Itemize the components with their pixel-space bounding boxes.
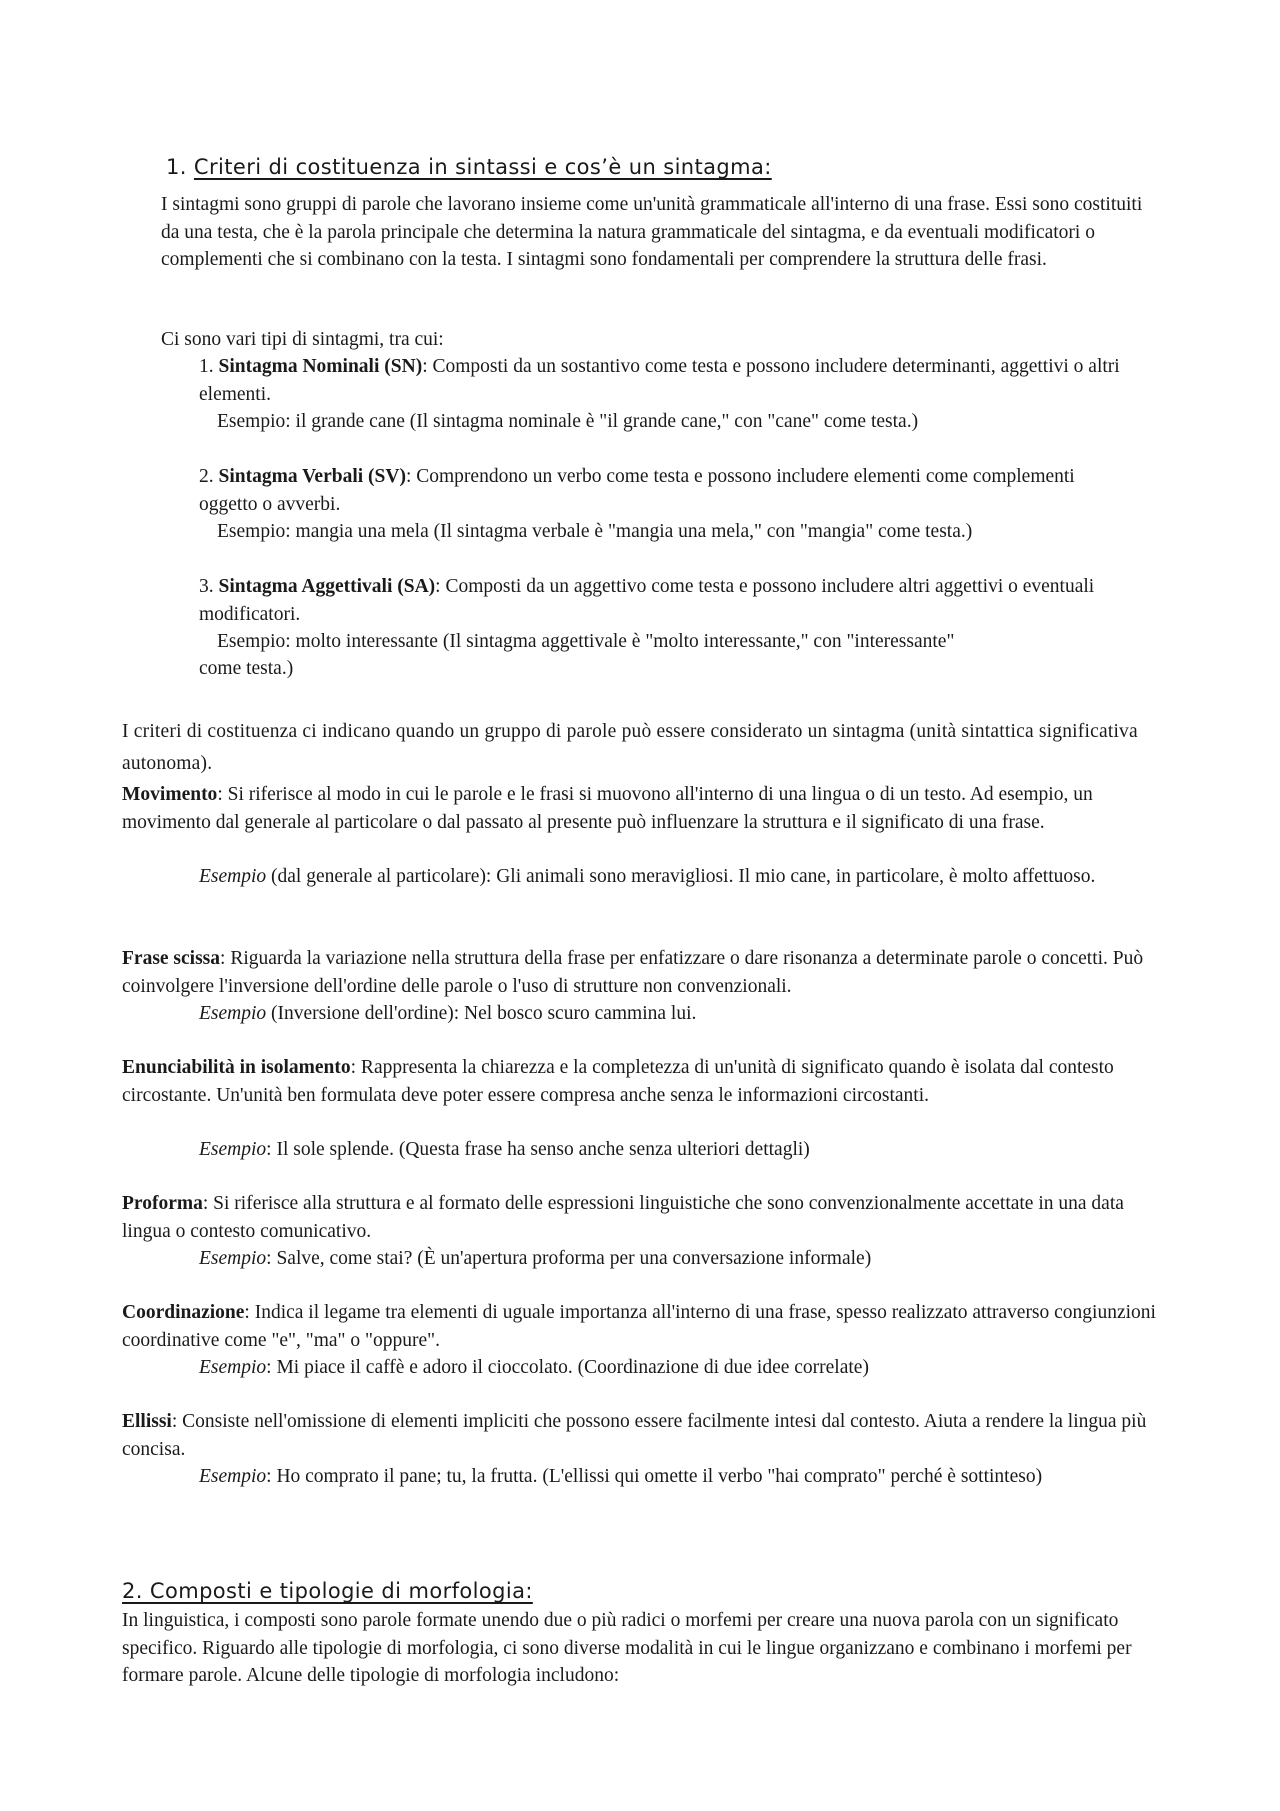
type-sv-example: Esempio: mangia una mela (Il sintagma verbale è "mangia una mela," con "mangia" come testa.) — [217, 521, 973, 542]
criterion-ellissi-desc: : Consiste nell'omissione di elementi impliciti che possono essere facilmente intesi dal contesto. Aiuta a rendere la lingua più concisa. — [122, 1411, 1147, 1460]
criterion-enunciabilita-example — [199, 1136, 1159, 1164]
criterion-proforma — [122, 1190, 1177, 1245]
example-text: : Il sole splende. (Questa frase ha senso anche senza ulteriori dettagli) — [266, 1139, 810, 1160]
type-sv — [199, 463, 1129, 518]
criterion-ellissi-name: Ellissi — [122, 1411, 172, 1432]
criterion-enunciabilita — [122, 1054, 1177, 1109]
type-sn — [199, 353, 1129, 408]
composti-definition: In linguistica, i composti sono parole formate unendo due o più radici o morfemi per creare una nuova parola con un significato specifico. Riguardo alle tipologie di morfologia, ci sono diverse modalità in cui le lingue organizzano e combinano i morfemi per formare parole. Alcune delle tipologie di morfologia includono: — [122, 1610, 1132, 1686]
section-2-title: 2. Composti e tipologie di morfologia: — [122, 1579, 533, 1603]
criterion-coordinazione-name: Coordinazione — [122, 1302, 245, 1323]
example-label: Esempio — [199, 1003, 267, 1024]
criterion-movimento-desc: : Si riferisce al modo in cui le parole e le frasi si muovono all'interno di una lingua o di un testo. Ad esempio, un movimento dal generale al particolare o dal passato al presente può influenzare la struttura e il significato di una frase. — [122, 784, 1093, 833]
type-sv-desc: : Comprendono un verbo come testa e possono includere elementi come complementi oggetto o avverbi. — [199, 466, 1075, 515]
criterion-coordinazione-desc: : Indica il legame tra elementi di uguale importanza all'interno di una frase, spesso realizzato attraverso congiunzioni coordinative come "e", "ma" o "oppure". — [122, 1302, 1156, 1351]
type-sa — [199, 573, 1129, 628]
criterion-ellissi — [122, 1408, 1177, 1463]
type-sn-name: Sintagma Nominali (SN) — [218, 356, 423, 377]
type-sn-number: 1. — [199, 356, 214, 377]
example-text: (Inversione dell'ordine): Nel bosco scuro cammina lui. — [266, 1003, 697, 1024]
example-text: : Ho comprato il pane; tu, la frutta. (L'ellissi qui omette il verbo "hai comprato" perché è sottinteso) — [266, 1466, 1043, 1487]
type-sa-example-cont: come testa.) — [199, 658, 294, 679]
criterion-movimento-example — [199, 863, 1159, 891]
criterion-proforma-desc: : Si riferisce alla struttura e al formato delle espressioni linguistiche che sono convenzionalmente accettate in una data lingua o contesto comunicativo. — [122, 1193, 1124, 1242]
criteria-intro: I criteri di costituenza ci indicano quando un gruppo di parole può essere considerato un sintagma (unità sintattica significativa autonoma). — [122, 721, 1138, 774]
types-intro: Ci sono vari tipi di sintagmi, tra cui: — [161, 329, 444, 350]
criterion-coordinazione-example — [199, 1354, 1159, 1382]
criterion-ellissi-example — [199, 1463, 1159, 1491]
example-text: (dal generale al particolare): Gli animali sono meravigliosi. Il mio cane, in particolare, è molto affettuoso. — [266, 866, 1096, 887]
criterion-coordinazione — [122, 1299, 1177, 1354]
type-sn-example: Esempio: il grande cane (Il sintagma nominale è "il grande cane," con "cane" come testa.) — [217, 411, 919, 432]
section-1-title: Criteri di costituenza in sintassi e cos’è un sintagma: — [193, 155, 772, 179]
criterion-enunciabilita-desc: : Rappresenta la chiarezza e la completezza di un'unità di significato quando è isolata dal contesto circostante. Un'unità ben formulata deve poter essere compresa anche senza le informazioni circostanti. — [122, 1057, 1114, 1106]
example-text: : Salve, come stai? (È un'apertura proforma per una conversazione informale) — [266, 1248, 872, 1269]
criterion-proforma-example — [199, 1245, 1159, 1273]
criterion-frase-scissa-desc: : Riguarda la variazione nella struttura della frase per enfatizzare o dare risonanza a determinate parole o concetti. Può coinvolgere l'inversione dell'ordine delle parole o l'uso di strutture non convenzionali. — [122, 948, 1144, 997]
type-sv-name: Sintagma Verbali (SV) — [218, 466, 406, 487]
criterion-enunciabilita-name: Enunciabilità in isolamento — [122, 1057, 351, 1078]
section-1-number: 1. — [166, 155, 187, 179]
type-sn-desc: : Composti da un sostantivo come testa e possono includere determinanti, aggettivi o altri elementi. — [199, 356, 1120, 405]
section-2-heading — [122, 1578, 533, 1606]
criterion-movimento — [122, 781, 1177, 836]
type-sv-number: 2. — [199, 466, 214, 487]
example-label: Esempio — [199, 1139, 267, 1160]
criterion-proforma-name: Proforma — [122, 1193, 203, 1214]
example-label: Esempio — [199, 1357, 267, 1378]
criterion-frase-scissa — [122, 945, 1177, 1000]
type-sa-example: Esempio: molto interessante (Il sintagma aggettivale è "molto interessante," con "interessante" — [217, 631, 955, 652]
sintagma-definition: I sintagmi sono gruppi di parole che lavorano insieme come un'unità grammaticale all'interno di una frase. Essi sono costituiti da una testa, che è la parola principale che determina la natura grammaticale del sintagma, e da eventuali modificatori o complementi che si combinano con la testa. I sintagmi sono fondamentali per comprendere la struttura delle frasi. — [161, 194, 1143, 270]
criterion-movimento-name: Movimento — [122, 784, 218, 805]
criterion-frase-scissa-example — [199, 1000, 1159, 1028]
example-label: Esempio — [199, 1466, 267, 1487]
example-text: : Mi piace il caffè e adoro il cioccolato. (Coordinazione di due idee correlate) — [266, 1357, 869, 1378]
section-1-heading — [166, 154, 772, 182]
type-sa-desc: : Composti da un aggettivo come testa e possono includere altri aggettivi o eventuali modificatori. — [199, 576, 1095, 625]
example-label: Esempio — [199, 1248, 267, 1269]
type-sa-name: Sintagma Aggettivali (SA) — [218, 576, 436, 597]
type-sa-number: 3. — [199, 576, 214, 597]
criterion-frase-scissa-name: Frase scissa — [122, 948, 221, 969]
example-label: Esempio — [199, 866, 267, 887]
